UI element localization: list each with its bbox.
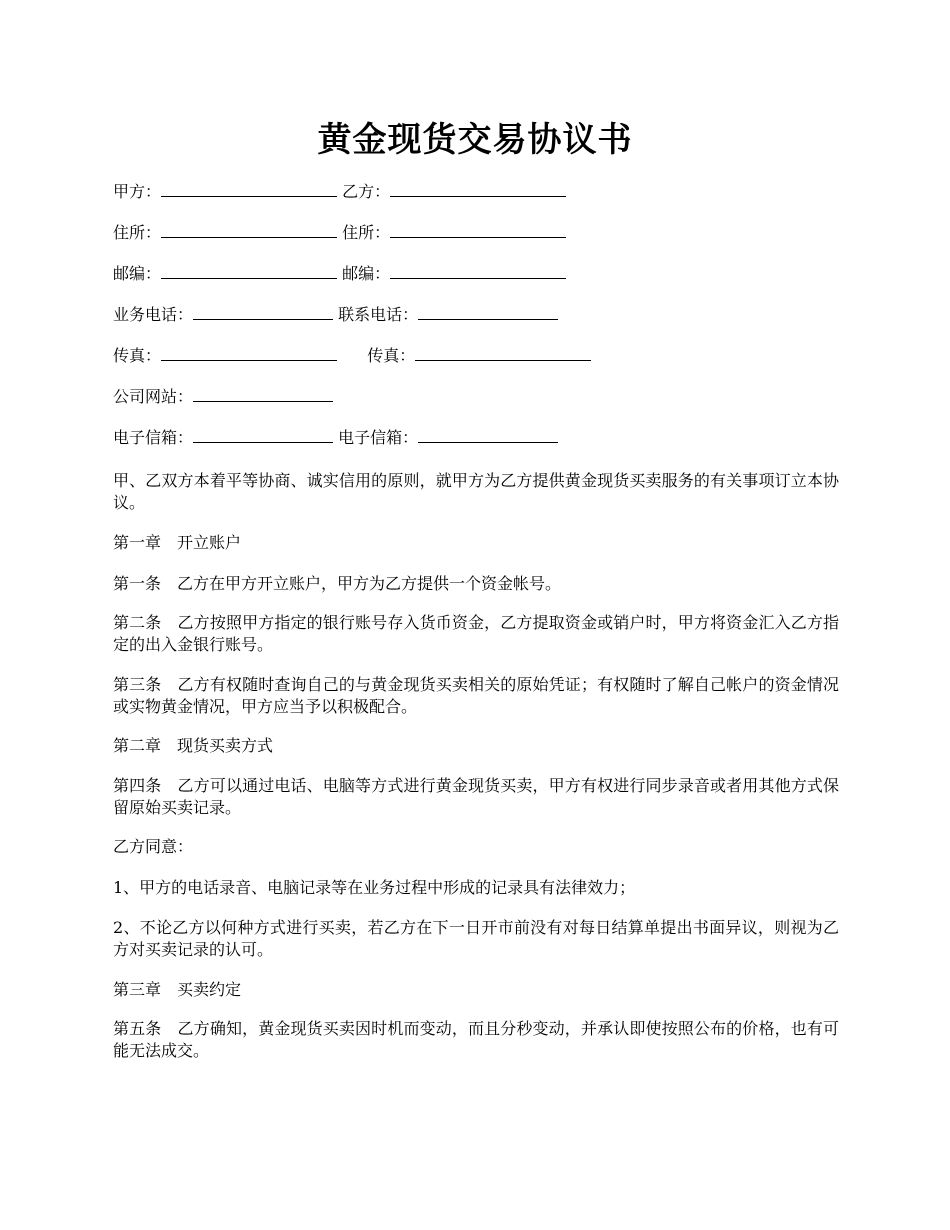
postcode-row: [113, 263, 566, 285]
article-5: 第五条 乙方确知，黄金现货买卖因时机而变动，而且分秒变动，并承认即使按照公布的价格，也有可能无法成交。: [113, 1019, 839, 1060]
website-row: [113, 386, 333, 408]
chapter-2-heading: 第二章 现货买卖方式: [113, 736, 274, 755]
article-3: 第三条 乙方有权随时查询自己的与黄金现货买卖相关的原始凭证；有权随时了解自己帐户的资金情况或实物黄金情况，甲方应当予以积极配合。: [113, 675, 839, 716]
article-2: 第二条 乙方按照甲方指定的银行账号存入货币资金，乙方提取资金或销户时，甲方将资金汇入乙方指定的出入金银行账号。: [113, 613, 839, 654]
email-row: [113, 427, 558, 449]
article-4: 第四条 乙方可以通过电话、电脑等方式进行黄金现货买卖，甲方有权进行同步录音或者用其他方式保留原始买卖记录。: [113, 776, 839, 817]
website-label: 公司网站：: [113, 387, 194, 406]
party-a-label: 甲方：: [113, 182, 162, 201]
contact-phone-blank: [418, 304, 558, 320]
email-a-blank: [193, 427, 333, 443]
agree-item-2: 2、不论乙方以何种方式进行买卖，若乙方在下一日开市前没有对每日结算单提出书面异议，则视为乙方对买卖记录的认可。: [113, 918, 839, 959]
fax-b-blank: [415, 345, 591, 361]
website-blank: [193, 386, 333, 402]
intro-paragraph: 甲、乙双方本着平等协商、诚实信用的原则，就甲方为乙方提供黄金现货买卖服务的有关事项订立本协议。: [113, 471, 839, 512]
postcode-b-blank: [390, 263, 566, 279]
party-row: [113, 181, 566, 203]
business-phone-blank: [193, 304, 333, 320]
agree-heading: 乙方同意：: [113, 837, 194, 856]
business-phone-label: 业务电话：: [113, 305, 194, 324]
address-b-label: 住所：: [342, 223, 391, 242]
postcode-a-blank: [161, 263, 337, 279]
party-b-blank: [390, 181, 566, 197]
fax-row: [113, 345, 591, 367]
contact-phone-label: 联系电话：: [338, 305, 419, 324]
fax-a-blank: [161, 345, 337, 361]
email-b-label: 电子信箱：: [338, 428, 419, 447]
article-1: 第一条 乙方在甲方开立账户，甲方为乙方提供一个资金帐号。: [113, 574, 562, 593]
email-b-blank: [418, 427, 558, 443]
address-a-blank: [161, 222, 337, 238]
chapter-1-heading: 第一章 开立账户: [113, 533, 242, 552]
fax-b-label: 传真：: [367, 346, 416, 365]
party-a-blank: [161, 181, 337, 197]
phone-row: [113, 304, 558, 326]
agree-item-1: 1、甲方的电话录音、电脑记录等在业务过程中形成的记录具有法律效力；: [113, 878, 636, 897]
party-b-label: 乙方：: [342, 182, 391, 201]
address-row: [113, 222, 566, 244]
address-a-label: 住所：: [113, 223, 162, 242]
email-a-label: 电子信箱：: [113, 428, 194, 447]
postcode-b-label: 邮编：: [342, 264, 391, 283]
document-title: 黄金现货交易协议书: [317, 120, 633, 160]
address-b-blank: [390, 222, 566, 238]
fax-a-label: 传真：: [113, 346, 162, 365]
postcode-a-label: 邮编：: [113, 264, 162, 283]
chapter-3-heading: 第三章 买卖约定: [113, 980, 242, 999]
